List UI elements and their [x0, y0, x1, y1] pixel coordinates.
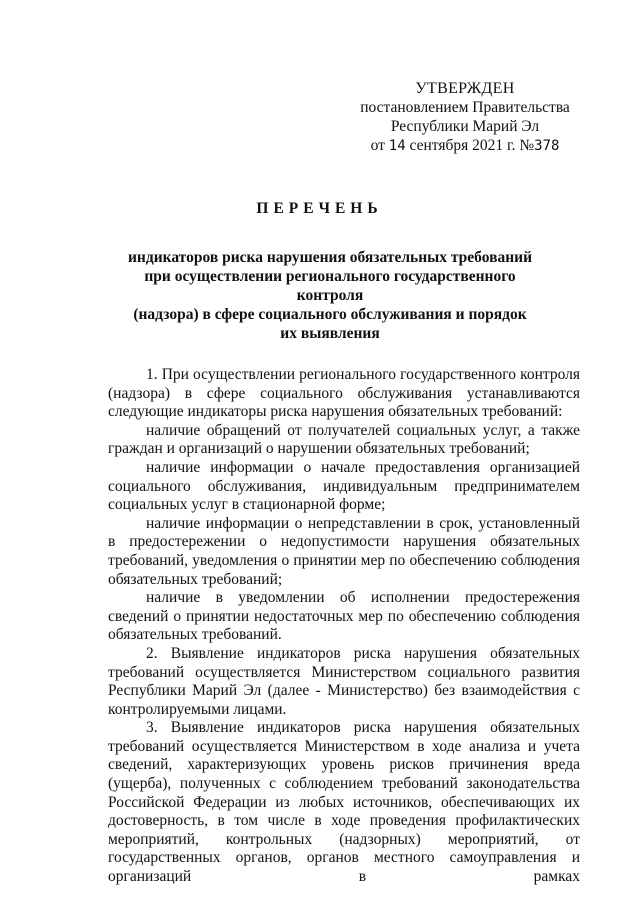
- paragraph-indicator-late-notice: наличие информации о непредставлении в срок, установленный в предостережении о недопустимости нарушения обязательных требований, уведомления о принятии мер по обеспечению соблюдения обязательных требований;: [108, 514, 580, 588]
- document-subtitle: [110, 248, 550, 343]
- subtitle-line: индикаторов риска нарушения обязательных требований: [128, 249, 532, 266]
- approval-date-rest: сентября 2021 г. №: [409, 137, 535, 154]
- paragraph-1-intro: 1. При осуществлении регионального государственного контроля (надзора) в сфере социального обслуживания устанавливаются следующие индикаторы риска нарушения обязательных требований:: [108, 366, 580, 421]
- paragraph-2-identification: 2. Выявление индикаторов риска нарушения обязательных требований осуществляется Министерством социального развития Республики Марий Эл (далее - Министерство) без взаимодействия с контролируемыми лицами.: [108, 644, 580, 718]
- approval-stamp-block: [340, 79, 590, 156]
- approval-date-prefix: от: [370, 137, 385, 154]
- approval-title: УТВЕРЖДЕН: [415, 80, 515, 97]
- subtitle-line: (надзора) в сфере социального обслуживания и порядок: [133, 306, 527, 323]
- approval-date-day: 14: [388, 138, 406, 154]
- approval-line-2: Республики Марий Эл: [390, 118, 540, 135]
- approval-line-1: постановлением Правительства: [360, 99, 570, 116]
- paragraph-indicator-start-services: наличие информации о начале предоставления организацией социального обслуживания, индивидуальным предпринимателем социальных услуг в стационарной форме;: [108, 458, 580, 514]
- subtitle-line: их выявления: [280, 325, 380, 342]
- document-body: [108, 366, 580, 887]
- approval-date-line: [340, 136, 590, 156]
- paragraph-3-identification: 3. Выявление индикаторов риска нарушения обязательных требований осуществляется Министерством в ходе анализа и учета сведений, характеризующих уровень рисков причинения вреда (ущерба), полученных с соблюдением требований законодательства Российской Федерации из любых источников, обеспечивающих их достоверность, в том числе в ходе проведения профилактических мероприятий, контрольных (надзорных) мероприятий, от государственных органов, органов местного самоуправления и организаций в рамках: [108, 719, 580, 886]
- approval-number: 378: [534, 138, 560, 154]
- subtitle-line: при осуществлении регионального государственного контроля: [144, 268, 516, 304]
- document-title: ПЕРЕЧЕНЬ: [256, 200, 383, 217]
- paragraph-indicator-appeals: наличие обращений от получателей социальных услуг, а также граждан и организаций о нарушении обязательных требований;: [108, 421, 580, 458]
- paragraph-indicator-insufficient-measures: наличие в уведомлении об исполнении предостережения сведений о принятии недостаточных мер по обеспечению соблюдения обязательных требований.: [108, 589, 580, 644]
